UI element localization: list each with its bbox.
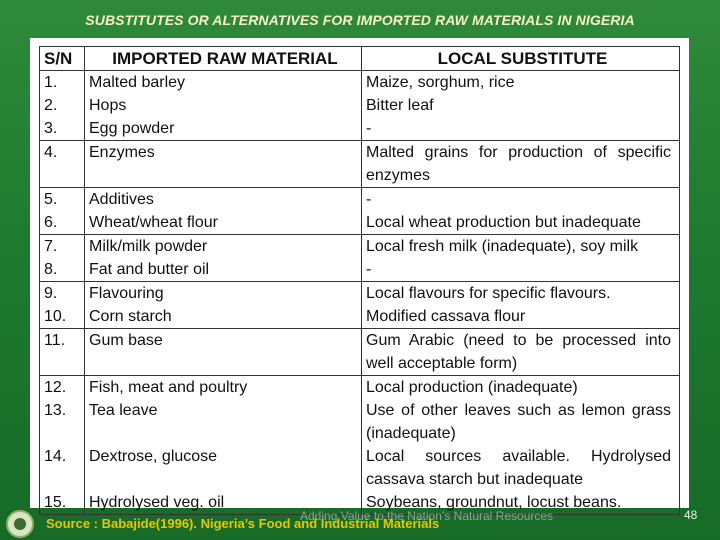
table-row (40, 141, 680, 188)
row-substitute: - (362, 117, 680, 141)
row-sn: 1. (40, 71, 85, 95)
row-substitute: Local production (inadequate) (362, 376, 680, 400)
row-substitute: Local flavours for specific flavours. (362, 282, 680, 306)
row-sn: 10. (40, 305, 85, 329)
row-material: Hops (85, 94, 362, 117)
row-substitute: Soybeans, groundnut, locust beans. (362, 491, 680, 515)
row-material: Flavouring (85, 282, 362, 306)
institution-logo-icon (6, 510, 34, 538)
row-material: Additives (85, 188, 362, 212)
row-material: Gum base (85, 329, 362, 376)
row-sn: 5. (40, 188, 85, 212)
row-material: Enzymes (85, 141, 362, 188)
table-row (40, 235, 680, 259)
row-substitute: Modified cassava flour (362, 305, 680, 329)
source-citation: Source : Babajide(1996). Nigeria’s Food and Industrial Materials (46, 516, 440, 531)
row-substitute: - (362, 258, 680, 282)
row-material: Fat and butter oil (85, 258, 362, 282)
row-material: Corn starch (85, 305, 362, 329)
row-material: Malted barley (85, 71, 362, 95)
row-substitute: Maize, sorghum, rice (362, 71, 680, 95)
table-row (40, 258, 680, 282)
slide-footer (0, 508, 720, 540)
row-material: Dextrose, glucose (85, 445, 362, 491)
table-header-row (40, 47, 680, 71)
row-substitute: Gum Arabic (need to be processed into well acceptable form) (362, 329, 680, 376)
row-material: Milk/milk powder (85, 235, 362, 259)
table-row (40, 376, 680, 400)
row-material: Egg powder (85, 117, 362, 141)
row-material: Hydrolysed veg. oil (85, 491, 362, 515)
row-sn: 12. (40, 376, 85, 400)
table-row (40, 305, 680, 329)
table-row (40, 211, 680, 235)
row-material: Tea leave (85, 399, 362, 445)
row-sn: 2. (40, 94, 85, 117)
row-substitute: Local wheat production but inadequate (362, 211, 680, 235)
row-sn: 9. (40, 282, 85, 306)
table-row (40, 94, 680, 117)
table-row (40, 117, 680, 141)
row-substitute: Local fresh milk (inadequate), soy milk (362, 235, 680, 259)
table-row (40, 399, 680, 445)
page-number: 48 (684, 508, 698, 522)
document-image (30, 38, 689, 511)
row-sn: 11. (40, 329, 85, 376)
table-row (40, 71, 680, 95)
table-row (40, 188, 680, 212)
header-imported-material: IMPORTED RAW MATERIAL (85, 47, 362, 71)
raw-materials-table (39, 46, 680, 515)
row-substitute: Use of other leaves such as lemon grass (inadequate) (362, 399, 680, 445)
row-substitute: Local sources available. Hydrolysed cassava starch but inadequate (362, 445, 680, 491)
row-sn: 4. (40, 141, 85, 188)
header-local-substitute: LOCAL SUBSTITUTE (362, 47, 680, 71)
header-sn: S/N (40, 47, 85, 71)
row-sn: 6. (40, 211, 85, 235)
slide-title: SUBSTITUTES OR ALTERNATIVES FOR IMPORTED RAW MATERIALS IN NIGERIA (85, 12, 635, 28)
row-substitute: Malted grains for production of specific enzymes (362, 141, 680, 188)
row-material: Fish, meat and poultry (85, 376, 362, 400)
row-substitute: Bitter leaf (362, 94, 680, 117)
table-row (40, 329, 680, 376)
row-sn: 8. (40, 258, 85, 282)
table-row (40, 445, 680, 491)
row-sn: 14. (40, 445, 85, 491)
row-sn: 7. (40, 235, 85, 259)
row-sn: 15. (40, 491, 85, 515)
row-sn: 13. (40, 399, 85, 445)
footer-tagline: Adding Value to the Nation’s Natural Resources (300, 509, 554, 523)
table-row (40, 282, 680, 306)
row-substitute: - (362, 188, 680, 212)
row-material: Wheat/wheat flour (85, 211, 362, 235)
row-sn: 3. (40, 117, 85, 141)
